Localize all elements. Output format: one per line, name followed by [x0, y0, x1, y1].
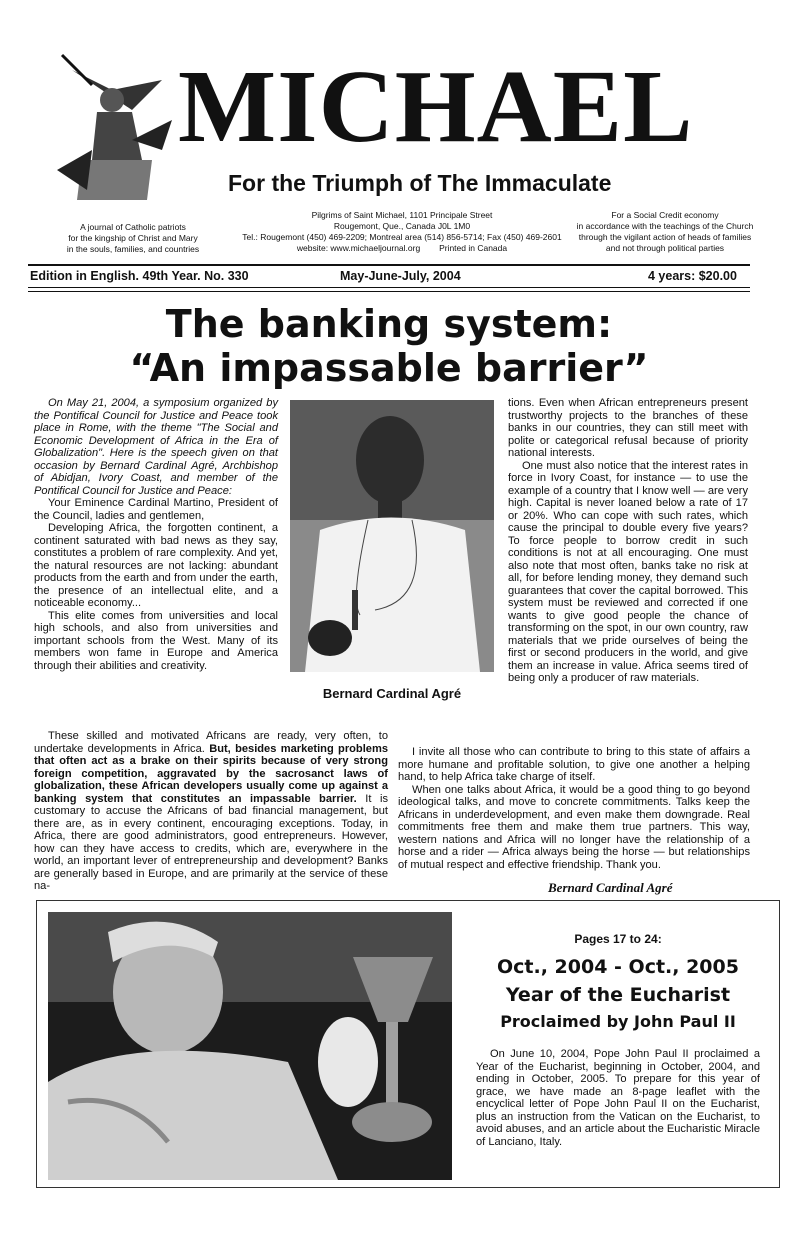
article-paragraph: tions. Even when African entrepreneurs present trustworthy projects to the branches of these banks in our countries, they can still meet with polite or categorical refusal because of priority national interests. [508, 397, 748, 459]
headline-line-1: The banking system: [165, 302, 613, 346]
edition-date: May-June-July, 2004 [340, 269, 461, 283]
journal-title: MICHAEL [178, 49, 694, 164]
eucharist-title-dates: Oct., 2004 - Oct., 2005 [497, 956, 739, 978]
article-paragraph: I invite all those who can contribute to bring to this state of affairs a more humane and profitable solution, to give one another a helping hand, to help Africa take charge of itself. [398, 746, 750, 783]
article-emphasis: But, besides marketing problems that often act as a brake on their spirits because of very strong foreign competition, aggravated by the sacrosanct laws of globalization, these African developers usually come up against a banking system that constitutes an impassable barrier. [34, 742, 388, 805]
article-intro: On May 21, 2004, a symposium organized by the Pontifical Council for Justice and Peace took place in Rome, with the theme "The Social and Economic Development of Africa in the Era of Globalization". Here is the speech given on that occasion by Bernard Cardinal Agré, Archbishop of Abidjan, Ivory Coast, and member of the Pontifical Council for Justice and Peace: [34, 397, 278, 497]
article-right-column [508, 397, 748, 685]
article-text: It is customary to accuse the Africans of bad financial management, but there are, as in every continent, encouraging exceptions. Today, in Africa, there are good administrators, good entrepreneurs. However, how can they have access to credits, which are, everywhere in the world, an important lever of entrepreneurship and development? Banks are generally based in Europe, and are primarily at the service of these na- [34, 792, 388, 892]
eucharist-proclaimed: Proclaimed by John Paul II [500, 1012, 736, 1031]
pope-john-paul-photo [48, 912, 452, 1180]
photo-caption: Bernard Cardinal Agré [322, 686, 462, 701]
subscription-price: 4 years: $20.00 [648, 269, 737, 283]
article-lower-right [398, 746, 750, 871]
pages-reference: Pages 17 to 24: [574, 932, 662, 946]
top-rule [28, 264, 750, 266]
article-paragraph: Your Eminence Cardinal Martino, President of the Council, ladies and gentlemen, [34, 497, 278, 522]
publisher-address: Pilgrims of Saint Michael, 1101 Principale Street Rougemont, Que., Canada J0L 1M0 Tel.: Rougemont (450) 469-2209; Montreal area (514) 856-5714; Fax (450) 469-2601 website: www.michaeljournal.org Printed in Canada [242, 210, 562, 253]
article-paragraph: When one talks about Africa, it would be a good thing to go beyond ideological talks, and move to concrete commitments. Talks keep the Africans in underdevelopment, and even make them downgrade. Real commitments free them and make them true partners. This way, western nations and Africa will no longer have the relationship of a horse and a rider — Africa always being the horse — but relationships of mutual respect and effective friendship. Thank you. [398, 783, 750, 871]
article-paragraph: One must also notice that the interest rates in force in Ivory Coast, for instance — to use the example of a country that I know well — are very high. Capital is never loaned below a rate of 17 or 20%. Who can cope with such rates, which cause the principal to double every five years? To force people to borrow credit in such conditions is not at all encouraging. One must also note that most often, banks take no risk at all, for before lending money, they demand such guarantees that cover the capital borrowed. This system must be reviewed and corrected if one wants to give good people the chance of transforming on the spot, in our own country, raw materials that we pride ourselves of being the first or second producers in the world, and give them an increase in value. Africa seems tired of being only a producer of raw materials. [508, 459, 748, 684]
bottom-rule [28, 287, 750, 288]
eucharist-body: On June 10, 2004, Pope John Paul II proclaimed a Year of the Eucharist, beginning in October, 2004, and ending in October, 2005. To prepare for this year of grace, we have made an 8-page leaflet with the encyclical letter of Pope John Paul II on the Eucharist, plus an instruction from the Vatican on the Eucharist, to avoid abuses, and an article about the Eucharistic Miracle of Lanciano, Italy. [476, 1048, 760, 1148]
article-paragraph: Developing Africa, the forgotten continent, a continent saturated with bad news as they say, constitutes a problem of rare complexity. And yet, the natural resources are not lacking: abundant products from the earth and from under the earth, the presence of an intellectual elite, and a noticeable economy... [34, 522, 278, 609]
article-text: These skilled and motivated Africans are ready, very often, to undertake developments in Africa. [34, 730, 388, 755]
edition-number: Edition in English. 49th Year. No. 330 [30, 269, 249, 283]
cardinal-agre-photo [290, 400, 494, 672]
saint-michael-illustration [52, 50, 176, 208]
article-left-column [34, 397, 278, 672]
right-tagline: For a Social Credit economy in accordance with the teachings of the Church through the vigilant action of heads of families and not through political parties [576, 210, 754, 253]
article-lower-left [34, 730, 388, 893]
bottom-rule-2 [28, 291, 750, 292]
eucharist-title: Year of the Eucharist [505, 984, 731, 1006]
left-tagline: A journal of Catholic patriots for the kingship of Christ and Mary in the souls, families, and countries [66, 222, 200, 254]
article-paragraph: This elite comes from universities and local high schools, and also from universities and important schools from the West. Many of its members won fame in Europe and America through their abilities and creativity. [34, 609, 278, 672]
headline-line-2: “An impassable barrier” [129, 346, 649, 390]
journal-subtitle: For the Triumph of The Immaculate [228, 170, 612, 196]
signature: Bernard Cardinal Agré [548, 880, 673, 895]
